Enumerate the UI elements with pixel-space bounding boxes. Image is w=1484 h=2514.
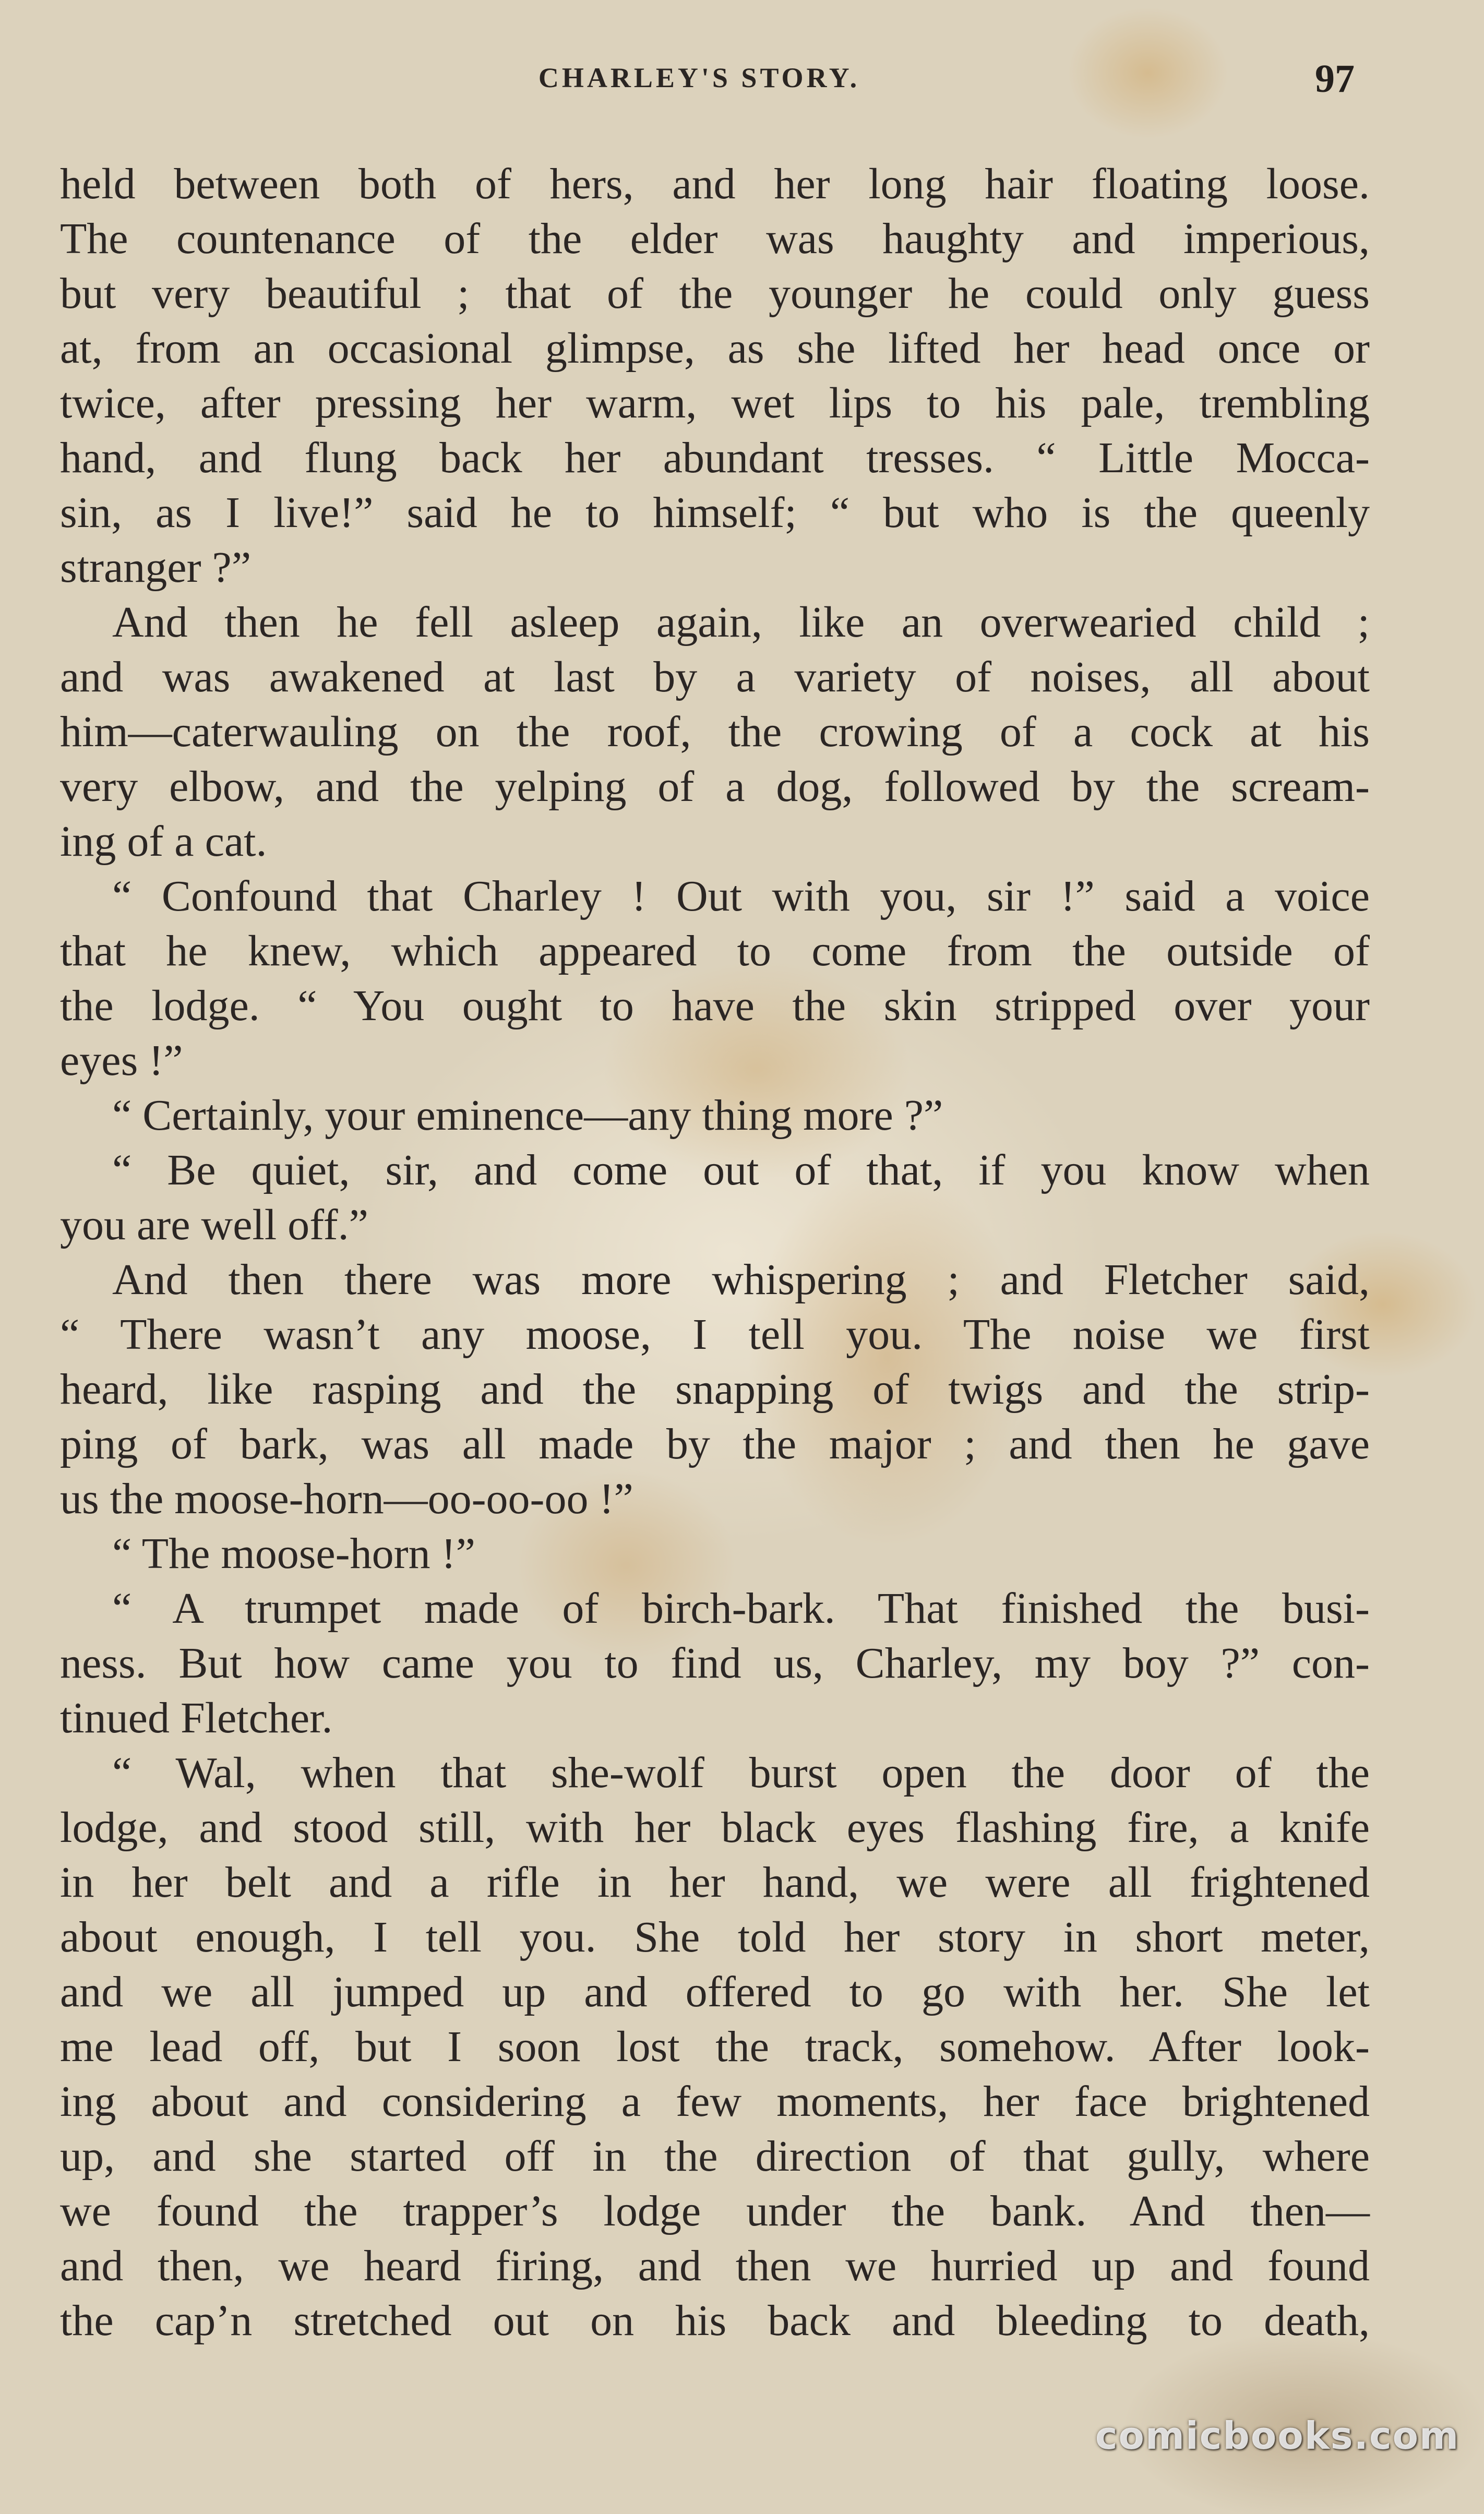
text-line: “ The moose-horn !” [112,1529,475,1578]
body-text [60,157,1370,2348]
text-line: “ Be quiet, sir, and come out of that, if you know when [112,1146,1370,1194]
page-number: 97 [1315,57,1355,101]
text-line: and we all jumped up and offered to go with her. She let [60,1968,1370,2016]
text-line: very elbow, and the yelping of a dog, followed by the scream- [60,762,1370,811]
text-line: we found the trapper’s lodge under the bank. And then— [60,2187,1370,2235]
text-line: lodge, and stood still, with her black eyes flashing fire, a knife [60,1803,1370,1852]
text-line: and then, we heard firing, and then we hurried up and found [60,2242,1370,2290]
watermark-text: comicbooks.com [1095,2414,1460,2458]
text-line: me lead off, but I soon lost the track, somehow. After look- [60,2022,1370,2071]
text-line: The countenance of the elder was haughty and imperious, [60,214,1370,263]
text-line: the cap’n stretched out on his back and bleeding to death, [60,2296,1370,2345]
text-line: heard, like rasping and the snapping of twigs and the strip- [60,1365,1370,1414]
text-line: “ Certainly, your eminence—any thing more ?” [112,1091,943,1140]
text-line: about enough, I tell you. She told her story in short meter, [60,1913,1370,1961]
text-line: “ Confound that Charley ! Out with you, sir !” said a voice [112,872,1370,920]
text-line: up, and she started off in the direction of that gully, where [60,2132,1370,2181]
text-line: And then he fell asleep again, like an overwearied child ; [112,598,1370,647]
text-line: ing of a cat. [60,817,267,866]
text-line: And then there was more whispering ; and Fletcher said, [112,1255,1370,1304]
text-line: ing about and considering a few moments, her face brightened [60,2077,1370,2126]
running-head: CHARLEY'S STORY. [538,62,860,93]
text-line: ness. But how came you to find us, Charley, my boy ?” con- [60,1639,1370,1687]
text-line: us the moose-horn—oo-oo-oo !” [60,1475,633,1523]
text-line: you are well off.” [60,1201,368,1249]
text-line: the lodge. “ You ought to have the skin stripped over your [60,981,1370,1030]
text-line: him—caterwauling on the roof, the crowing of a cock at his [60,708,1370,756]
text-line: but very beautiful ; that of the younger he could only guess [60,269,1370,318]
text-line: sin, as I live!” said he to himself; “ but who is the queenly [60,488,1370,537]
text-line: tinued Fletcher. [60,1694,333,1742]
text-line: and was awakened at last by a variety of noises, all about [60,653,1370,701]
text-line: “ Wal, when that she-wolf burst open the door of the [112,1749,1370,1797]
text-line: in her belt and a rifle in her hand, we were all frightened [60,1858,1370,1907]
text-line: at, from an occasional glimpse, as she lifted her head once or [60,324,1370,373]
text-line: twice, after pressing her warm, wet lips to his pale, trembling [60,379,1370,427]
text-line: that he knew, which appeared to come from the outside of [60,927,1370,975]
text-line: held between both of hers, and her long hair floating loose. [60,160,1370,208]
text-line: “ There wasn’t any moose, I tell you. The noise we first [60,1310,1370,1359]
text-line: ping of bark, was all made by the major ; and then he gave [60,1420,1370,1468]
text-line: stranger ?” [60,543,252,592]
text-line: eyes !” [60,1036,183,1085]
text-line: “ A trumpet made of birch-bark. That finished the busi- [112,1584,1370,1633]
text-line: hand, and flung back her abundant tresses. “ Little Mocca- [60,434,1370,482]
